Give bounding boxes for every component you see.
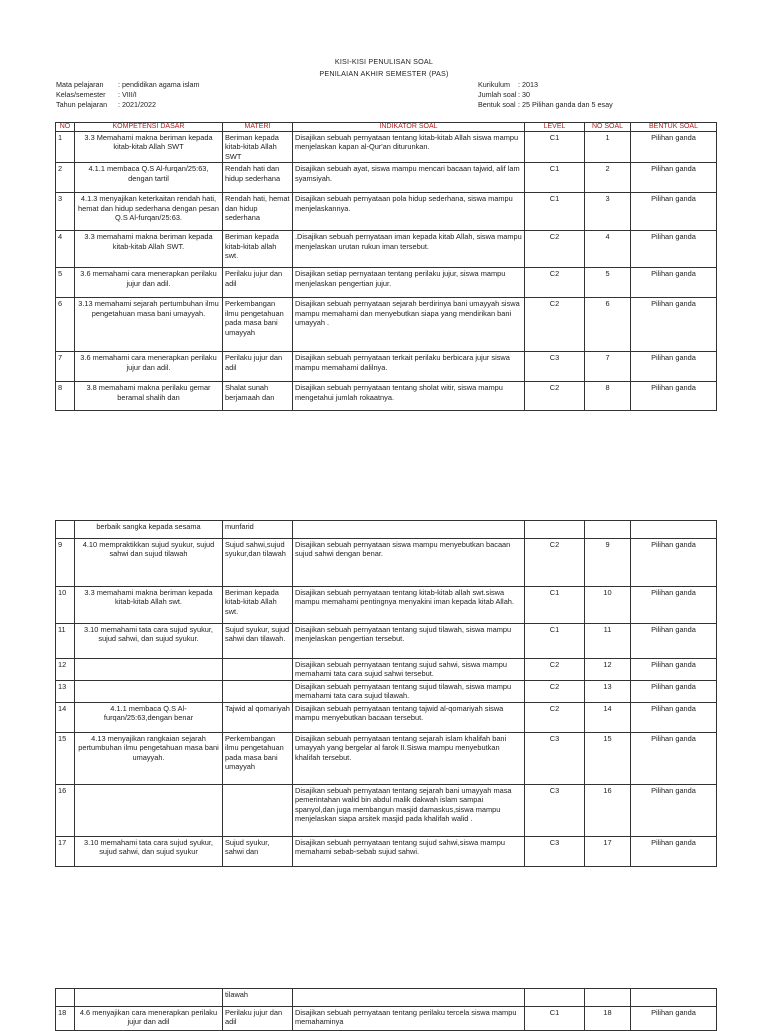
- cell-level: C2: [525, 382, 585, 411]
- cell-level: C1: [525, 1007, 585, 1031]
- cell-bentuk-soal: [631, 989, 717, 1007]
- cell-materi: Rendah hati dan hidup sederhana: [223, 163, 293, 193]
- cell-no-soal: 2: [585, 163, 631, 193]
- cell-kompetensi-dasar: 4.10 mempraktikkan sujud syukur, sujud sahwi dan sujud tilawah: [75, 539, 223, 587]
- cell-kompetensi-dasar: 3.10 memahami tata cara sujud syukur, sujud sahwi, dan sujud syukur.: [75, 624, 223, 659]
- cell-level: C3: [525, 784, 585, 836]
- cell-level: C2: [525, 702, 585, 732]
- cell-no-soal: 5: [585, 268, 631, 298]
- cell-indikator-soal: Disajikan sebuah pernyataan tentang perilaku tercela siswa mampu memahaminya: [293, 1007, 525, 1031]
- cell-no-soal: 15: [585, 732, 631, 784]
- cell-no-soal: 17: [585, 836, 631, 866]
- cell-level: C2: [525, 680, 585, 702]
- cell-indikator-soal: Disajikan sebuah pernyataan siswa mampu menyebutkan bacaan sujud sahwi dengan benar.: [293, 539, 525, 587]
- cell-no: 13: [56, 680, 75, 702]
- cell-no-soal: 8: [585, 382, 631, 411]
- cell-no-soal: 4: [585, 231, 631, 268]
- cell-no: 4: [56, 231, 75, 268]
- table-row: [56, 382, 717, 411]
- cell-bentuk-soal: Pilihan ganda: [631, 382, 717, 411]
- cell-no-soal: 12: [585, 659, 631, 681]
- cell-indikator-soal: Disajikan sebuah pernyataan tentang sujud sahwi, siswa mampu memahami tata cara sujud sahwi tersebut.: [293, 659, 525, 681]
- cell-indikator-soal: Disajikan sebuah pernyataan terkait perilaku berbicara jujur siswa mampu memahami dalilnya.: [293, 352, 525, 382]
- cell-kompetensi-dasar: 3.6 memahami cara menerapkan perilaku jujur dan adil.: [75, 268, 223, 298]
- cell-materi: [223, 784, 293, 836]
- meta-left: [56, 80, 200, 110]
- table-row: [56, 352, 717, 382]
- cell-indikator-soal: [293, 521, 525, 539]
- table-row: [56, 193, 717, 231]
- table-row: [56, 784, 717, 836]
- cell-level: C1: [525, 193, 585, 231]
- cell-bentuk-soal: Pilihan ganda: [631, 624, 717, 659]
- cell-kompetensi-dasar: 3.6 memahami cara menerapkan perilaku jujur dan adil.: [75, 352, 223, 382]
- table-row: [56, 268, 717, 298]
- cell-bentuk-soal: Pilihan ganda: [631, 732, 717, 784]
- document-title: KISI-KISI PENULISAN SOAL: [334, 57, 434, 66]
- cell-no: 17: [56, 836, 75, 866]
- cell-bentuk-soal: Pilihan ganda: [631, 163, 717, 193]
- cell-materi: Beriman kepada kitab-kitab Allah SWT: [223, 132, 293, 163]
- cell-no: 6: [56, 298, 75, 352]
- table-row: [56, 163, 717, 193]
- cell-no-soal: 10: [585, 587, 631, 624]
- meta-field: [478, 80, 613, 90]
- meta-label: Kelas/semester: [56, 90, 106, 99]
- column-header: LEVEL: [525, 123, 585, 132]
- cell-kompetensi-dasar: 3.3 Memahami makna beriman kepada kitab-kitab Allah SWT: [75, 132, 223, 163]
- cell-no-soal: 3: [585, 193, 631, 231]
- cell-materi: Beriman kepada kitab-kitab Allah swt.: [223, 587, 293, 624]
- table-header-row: [56, 123, 717, 132]
- cell-indikator-soal: Disajikan sebuah ayat, siswa mampu mencari bacaan tajwid, alif lam syamsiyah.: [293, 163, 525, 193]
- cell-no: 11: [56, 624, 75, 659]
- cell-no-soal: [585, 989, 631, 1007]
- cell-no-soal: 11: [585, 624, 631, 659]
- meta-value: : 25 Pilihan ganda dan 5 esay: [518, 100, 613, 109]
- cell-materi: Perilaku jujur dan adil: [223, 352, 293, 382]
- cell-indikator-soal: Disajikan setiap pernyataan tentang perilaku jujur, siswa mampu menjelaskan pengertian jujur.: [293, 268, 525, 298]
- table-row: [56, 132, 717, 163]
- cell-kompetensi-dasar: 4.6 menyajikan cara menerapkan perilaku jujur dan adil: [75, 1007, 223, 1031]
- cell-level: C2: [525, 539, 585, 587]
- table-row: [56, 732, 717, 784]
- cell-materi: Tajwid al qomariyah: [223, 702, 293, 732]
- cell-no: 3: [56, 193, 75, 231]
- cell-no: [56, 521, 75, 539]
- cell-indikator-soal: .Disajikan sebuah pernyataan iman kepada kitab Allah, siswa mampu menjelaskan urutan rukun iman tersebut.: [293, 231, 525, 268]
- table-row: [56, 989, 717, 1007]
- cell-bentuk-soal: Pilihan ganda: [631, 268, 717, 298]
- cell-no: 9: [56, 539, 75, 587]
- cell-indikator-soal: Disajikan sebuah pernyataan tentang tajwid al-qomariyah siswa mampu menyebutkan bacaan tersebut.: [293, 702, 525, 732]
- meta-label: Jumlah soal: [478, 90, 517, 99]
- cell-indikator-soal: Disajikan sebuah pernyataan tentang sholat witir, siswa mampu mengetahui jumlah rokaatnya.: [293, 382, 525, 411]
- column-header: NO SOAL: [585, 123, 631, 132]
- cell-materi: Beriman kepada kitab-kitab allah swt.: [223, 231, 293, 268]
- cell-level: C3: [525, 836, 585, 866]
- cell-kompetensi-dasar: berbaik sangka kepada sesama: [75, 521, 223, 539]
- cell-materi: [223, 659, 293, 681]
- meta-field: [56, 90, 200, 100]
- cell-materi: Sujud syukur, sahwi dan: [223, 836, 293, 866]
- meta-field: [56, 80, 200, 90]
- table-row: [56, 521, 717, 539]
- cell-bentuk-soal: Pilihan ganda: [631, 659, 717, 681]
- cell-level: C1: [525, 132, 585, 163]
- meta-label: Bentuk soal: [478, 100, 516, 109]
- cell-kompetensi-dasar: [75, 784, 223, 836]
- cell-materi: tilawah: [223, 989, 293, 1007]
- cell-no: 14: [56, 702, 75, 732]
- cell-kompetensi-dasar: 3.13 memahami sejarah pertumbuhan ilmu pengetahuan masa bani umayyah.: [75, 298, 223, 352]
- cell-no: 1: [56, 132, 75, 163]
- kisi-kisi-table-page-1: [55, 122, 717, 411]
- cell-bentuk-soal: Pilihan ganda: [631, 193, 717, 231]
- cell-no-soal: 14: [585, 702, 631, 732]
- cell-no-soal: [585, 521, 631, 539]
- cell-level: C3: [525, 732, 585, 784]
- column-header: KOMPETENSI DASAR: [75, 123, 223, 132]
- cell-level: C1: [525, 624, 585, 659]
- cell-no-soal: 13: [585, 680, 631, 702]
- cell-level: C2: [525, 231, 585, 268]
- cell-materi: [223, 680, 293, 702]
- table-row: [56, 587, 717, 624]
- cell-bentuk-soal: Pilihan ganda: [631, 587, 717, 624]
- cell-no-soal: 18: [585, 1007, 631, 1031]
- cell-materi: Perilaku jujur dan adil: [223, 1007, 293, 1031]
- cell-no-soal: 9: [585, 539, 631, 587]
- meta-label: Tahun pelajaran: [56, 100, 108, 109]
- cell-level: [525, 521, 585, 539]
- meta-value: : VIII/I: [118, 90, 137, 99]
- cell-indikator-soal: Disajikan sebuah pernyataan tentang sejarah islam khalifah bani umayyah yang bergelar al farok II.Siswa mampu menyebutkan khalifah tersebut.: [293, 732, 525, 784]
- document-subtitle: PENILAIAN AKHIR SEMESTER (PAS): [319, 69, 449, 78]
- cell-bentuk-soal: Pilihan ganda: [631, 298, 717, 352]
- meta-label: Mata pelajaran: [56, 80, 104, 89]
- cell-bentuk-soal: Pilihan ganda: [631, 784, 717, 836]
- cell-materi: Sujud sahwi,sujud syukur,dan tilawah: [223, 539, 293, 587]
- cell-indikator-soal: [293, 989, 525, 1007]
- cell-kompetensi-dasar: 4.13 menyajikan rangkaian sejarah pertumbuhan ilmu pengetahuan masa bani umayyah.: [75, 732, 223, 784]
- cell-materi: Shalat sunah berjamaah dan: [223, 382, 293, 411]
- cell-no: [56, 989, 75, 1007]
- cell-no: 8: [56, 382, 75, 411]
- cell-indikator-soal: Disajikan sebuah pernyataan sejarah berdirinya bani umayyah siswa mampu memahami dan menyebutkan siapa yang mendirikan bani umayyah .: [293, 298, 525, 352]
- cell-bentuk-soal: Pilihan ganda: [631, 132, 717, 163]
- cell-kompetensi-dasar: 3.3 memahami makna beriman kepada kitab-kitab Allah SWT.: [75, 231, 223, 268]
- cell-indikator-soal: Disajikan sebuah pernyataan tentang sujud sahwi,siswa mampu memahami sebab-sebab sujud sahwi.: [293, 836, 525, 866]
- table-row: [56, 298, 717, 352]
- cell-indikator-soal: Disajikan sebuah pernyataan tentang kitab-kitab allah swt.siswa mampu memahami pentingnya menyakini iman kepada kitab Allah.: [293, 587, 525, 624]
- kisi-kisi-table-page-3: [55, 988, 717, 1031]
- table-row: [56, 680, 717, 702]
- cell-kompetensi-dasar: [75, 989, 223, 1007]
- cell-level: C3: [525, 352, 585, 382]
- cell-no: 12: [56, 659, 75, 681]
- cell-no: 18: [56, 1007, 75, 1031]
- cell-kompetensi-dasar: 3.8 memahami makna perilaku gemar beramal shalih dan: [75, 382, 223, 411]
- cell-kompetensi-dasar: 4.1.3 menyajikan keterkaitan rendah hati, hemat dan hidup sederhana dengan pesan Q.S Al-furqan/25:63.: [75, 193, 223, 231]
- meta-value: : 30: [518, 90, 530, 99]
- cell-no-soal: 1: [585, 132, 631, 163]
- cell-bentuk-soal: Pilihan ganda: [631, 352, 717, 382]
- cell-materi: Perilaku jujur dan adil: [223, 268, 293, 298]
- cell-no: 5: [56, 268, 75, 298]
- cell-materi: Perkembangan ilmu pengetahuan pada masa bani umayyah: [223, 298, 293, 352]
- meta-field: [478, 90, 613, 100]
- meta-label: Kurikulum: [478, 80, 510, 89]
- cell-no-soal: 7: [585, 352, 631, 382]
- cell-no: 7: [56, 352, 75, 382]
- cell-kompetensi-dasar: 3.3 memahami makna beriman kepada kitab-kitab Allah swt.: [75, 587, 223, 624]
- column-header: INDIKATOR SOAL: [293, 123, 525, 132]
- cell-no: 16: [56, 784, 75, 836]
- column-header: NO: [56, 123, 75, 132]
- table-row: [56, 231, 717, 268]
- cell-level: [525, 989, 585, 1007]
- cell-indikator-soal: Disajikan sebuah pernyataan pola hidup sederhana, siswa mampu menjelaskannya.: [293, 193, 525, 231]
- column-header: BENTUK SOAL: [631, 123, 717, 132]
- cell-bentuk-soal: Pilihan ganda: [631, 680, 717, 702]
- cell-indikator-soal: Disajikan sebuah pernyataan tentang sujud tilawah, siswa mampu memahami tata cara sujud tilawah.: [293, 680, 525, 702]
- cell-indikator-soal: Disajikan sebuah pernyataan tentang sejarah bani umayyah masa pemerintahan walid bin abdul malik dakwah islam sampai spanyol,dan juga membangun masjid damaskus,siswa mampu menjelaskan siapa arsitek masjid pada khalifah walid .: [293, 784, 525, 836]
- meta-value: : 2013: [518, 80, 538, 89]
- cell-level: C1: [525, 587, 585, 624]
- cell-bentuk-soal: Pilihan ganda: [631, 702, 717, 732]
- table-row: [56, 702, 717, 732]
- cell-materi: munfarid: [223, 521, 293, 539]
- meta-value: : pendidikan agama islam: [118, 80, 200, 89]
- cell-bentuk-soal: Pilihan ganda: [631, 539, 717, 587]
- cell-bentuk-soal: [631, 521, 717, 539]
- table-row: [56, 1007, 717, 1031]
- cell-no: 10: [56, 587, 75, 624]
- cell-no: 2: [56, 163, 75, 193]
- cell-no-soal: 16: [585, 784, 631, 836]
- cell-level: C2: [525, 268, 585, 298]
- cell-level: C2: [525, 298, 585, 352]
- cell-level: C2: [525, 659, 585, 681]
- cell-materi: Perkembangan ilmu pengetahuan pada masa bani umayyah: [223, 732, 293, 784]
- cell-materi: Rendah hati, hemat dan hidup sederhana: [223, 193, 293, 231]
- table-row: [56, 539, 717, 587]
- cell-kompetensi-dasar: 3.10 memahami tata cara sujud syukur, sujud sahwi, dan sujud syukur: [75, 836, 223, 866]
- cell-indikator-soal: Disajikan sebuah pernyataan tentang kitab-kitab Allah siswa mampu menjelaskan kapan al-Qur'an diturunkan.: [293, 132, 525, 163]
- table-row: [56, 659, 717, 681]
- meta-field: [478, 100, 613, 110]
- cell-no-soal: 6: [585, 298, 631, 352]
- column-header: MATERI: [223, 123, 293, 132]
- cell-kompetensi-dasar: [75, 680, 223, 702]
- cell-kompetensi-dasar: [75, 659, 223, 681]
- cell-indikator-soal: Disajikan sebuah pernyataan tentang sujud tilawah, siswa mampu menjelaskan pengertian tersebut.: [293, 624, 525, 659]
- cell-bentuk-soal: Pilihan ganda: [631, 836, 717, 866]
- cell-kompetensi-dasar: 4.1.1 membaca Q.S Al-furqan/25:63,dengan benar: [75, 702, 223, 732]
- cell-kompetensi-dasar: 4.1.1 membaca Q.S Al-furqan/25:63, dengan tartil: [75, 163, 223, 193]
- meta-value: : 2021/2022: [118, 100, 156, 109]
- cell-materi: Sujud syukur, sujud sahwi dan tilawah.: [223, 624, 293, 659]
- cell-no: 15: [56, 732, 75, 784]
- table-row: [56, 624, 717, 659]
- cell-bentuk-soal: Pilihan ganda: [631, 1007, 717, 1031]
- cell-bentuk-soal: Pilihan ganda: [631, 231, 717, 268]
- kisi-kisi-table-page-2: [55, 520, 717, 867]
- meta-field: [56, 100, 200, 110]
- meta-right: [478, 80, 613, 110]
- table-row: [56, 836, 717, 866]
- cell-level: C1: [525, 163, 585, 193]
